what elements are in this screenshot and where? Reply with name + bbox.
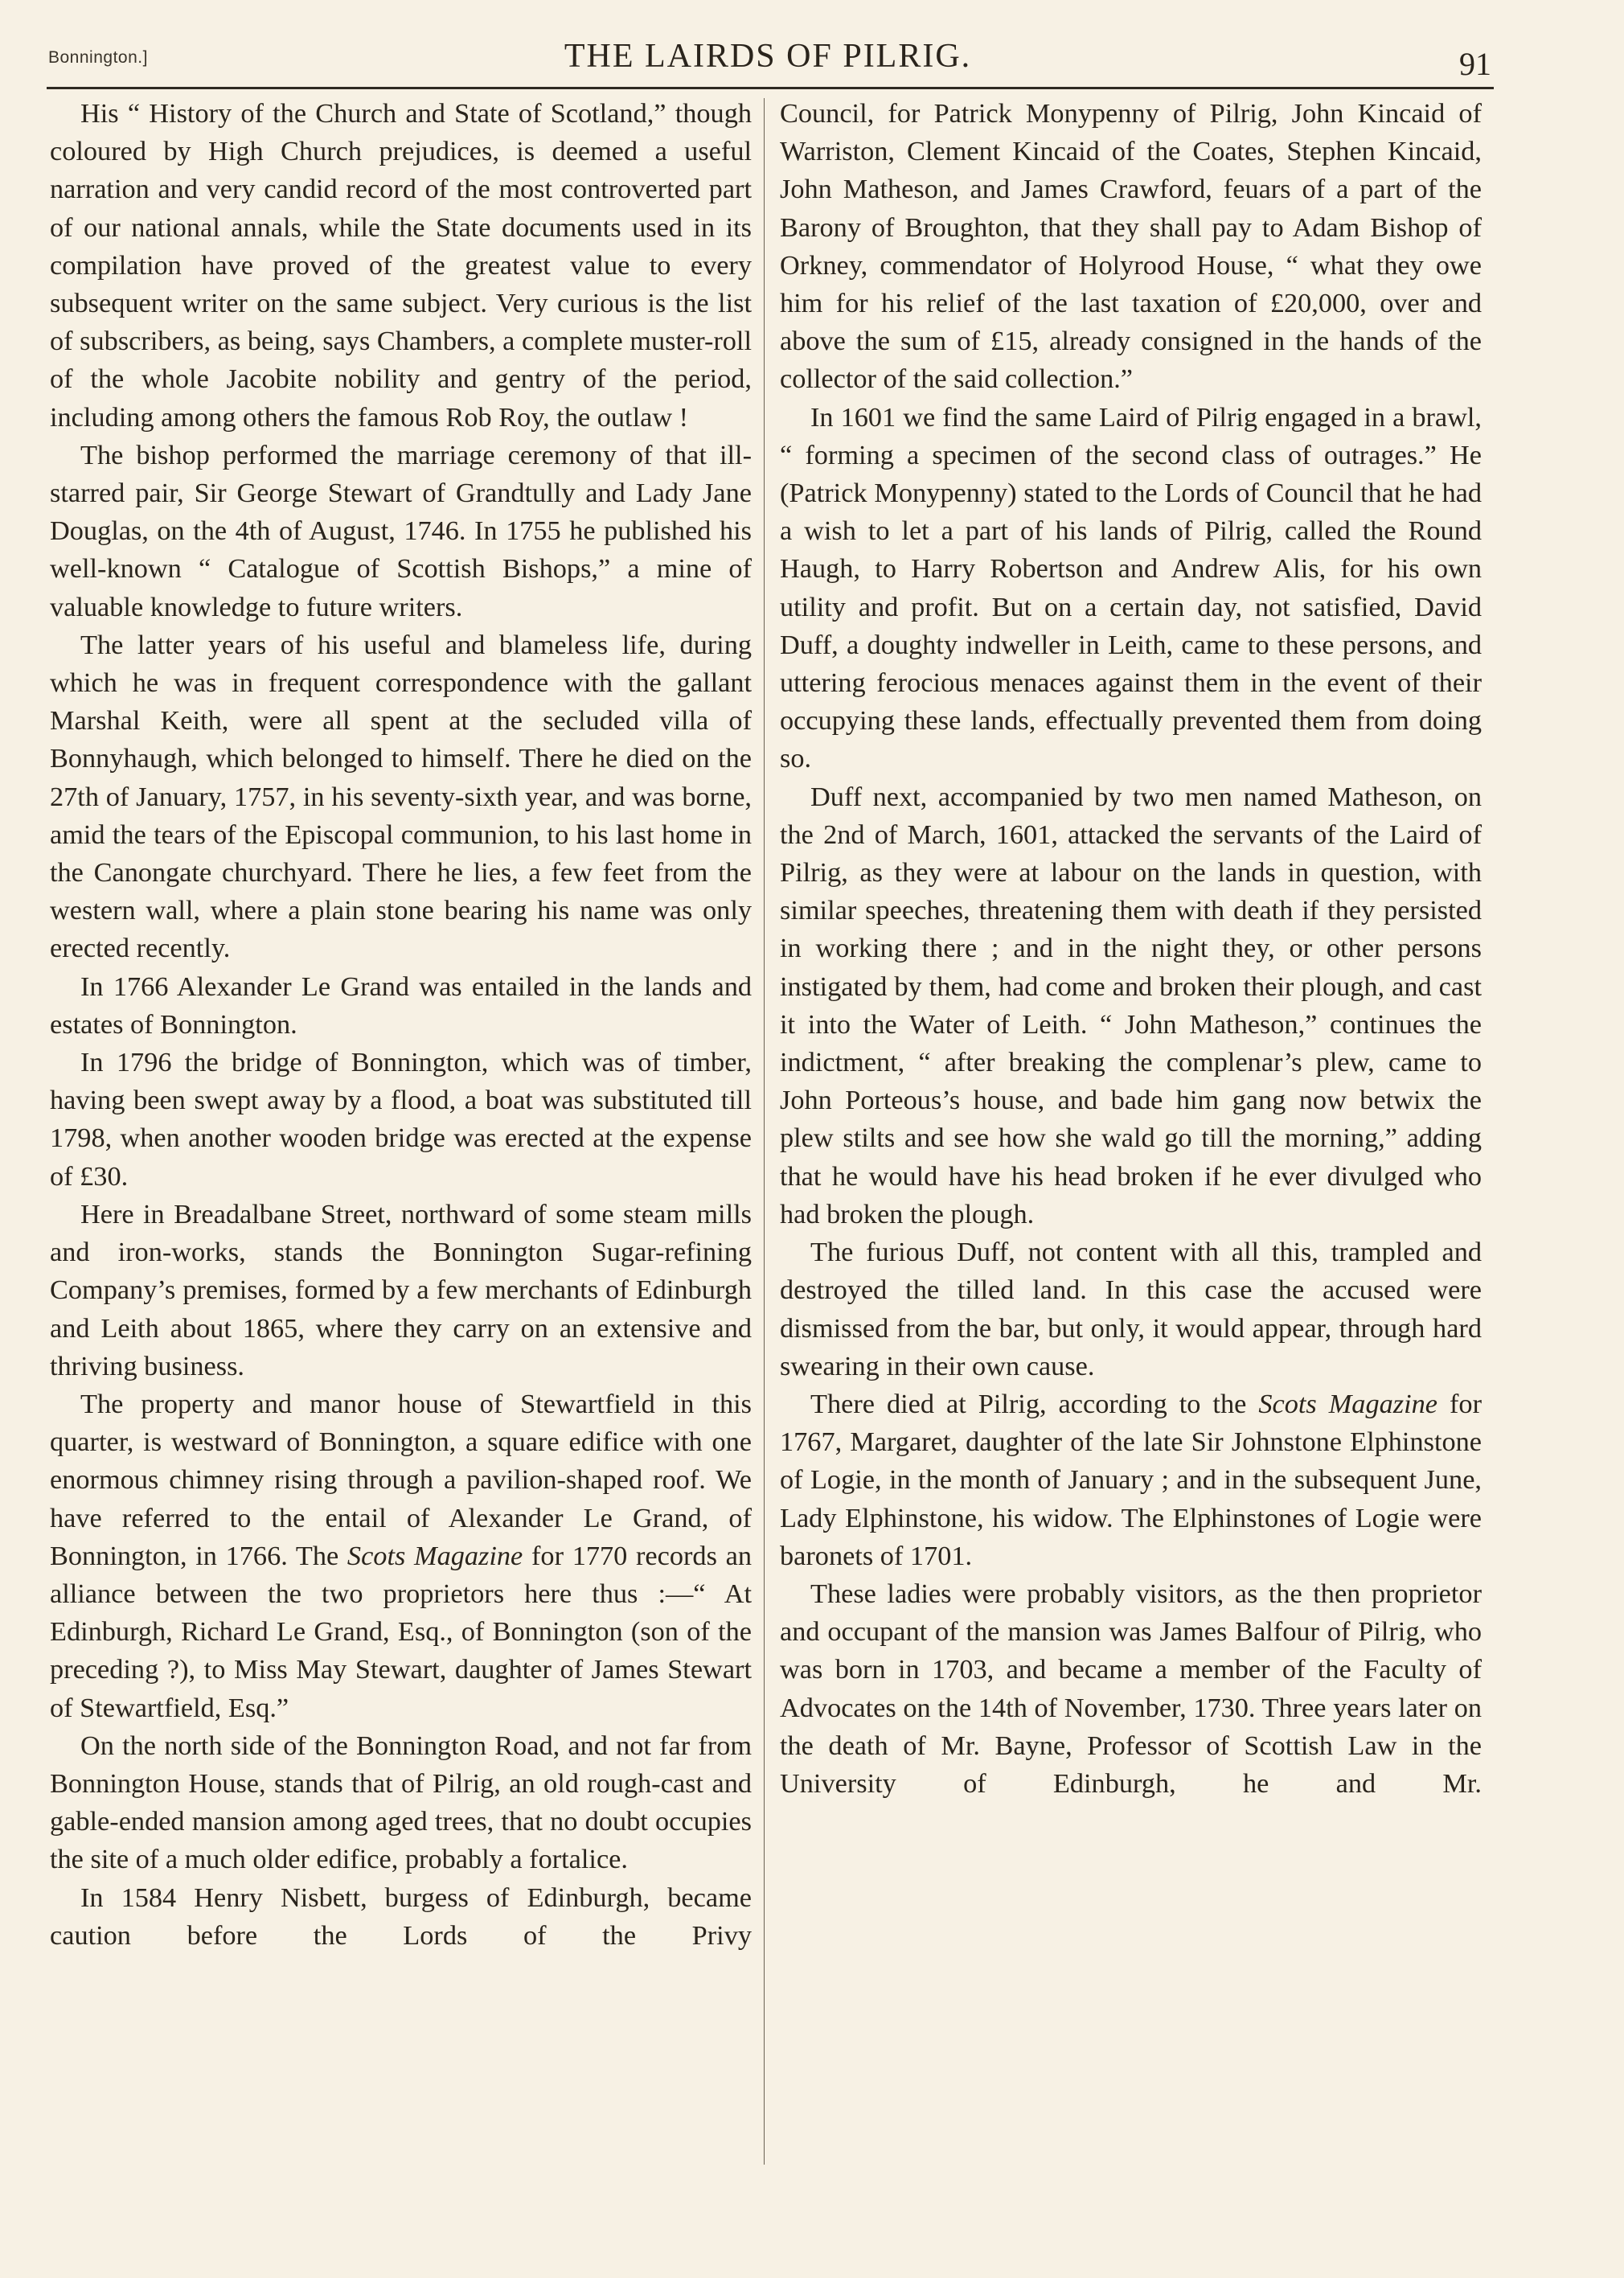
paragraph xyxy=(780,1385,1482,1575)
paragraph: The bishop performed the marriage ceremony of that ill-starred pair, Sir George Stewart of Grandtully and Lady Jane Douglas, on the 4th of August, 1746. In 1755 he published his well-known “ Catalogue of Scottish Bishops,” a mine of valuable knowledge to future writers. xyxy=(50,439,752,622)
italic-title: Scots Magazine xyxy=(347,1540,523,1571)
header-rule xyxy=(47,87,1494,89)
paragraph: Here in Breadalbane Street, northward of some steam mills and iron-works, stands the Bonnington Sugar-refining Company’s premises, formed by a few merchants of Edinburgh and Leith about 1865, where they carry on an extensive and thriving business. xyxy=(50,1198,752,1381)
paragraph: On the north side of the Bonnington Road, and not far from Bonnington House, stands that of Pilrig, an old rough-cast and gable-ended mansion among aged trees, that no doubt occupies the site of a much older edifice, probably a fortalice. xyxy=(50,1730,752,1875)
paragraph: In 1796 the bridge of Bonnington, which was of timber, having been swept away by a flood, a boat was substituted till 1798, when another wooden bridge was erected at the expense of £30. xyxy=(50,1047,752,1192)
column-divider xyxy=(764,98,765,2165)
page-number: 91 xyxy=(1459,46,1491,82)
paragraph: In 1766 Alexander Le Grand was entailed in the lands and estates of Bonnington. xyxy=(50,971,752,1040)
page-title: THE LAIRDS OF PILRIG. xyxy=(564,38,972,75)
paragraph: In 1584 Henry Nisbett, burgess of Edinburgh, became caution before the Lords of the Privy xyxy=(50,1882,752,1951)
paragraph: The latter years of his useful and blameless life, during which he was in frequent correspondence with the gallant Marshal Keith, were all spent at the secluded villa of Bonnyhaugh, which belonged to himself. There he died on the 27th of January, 1757, in his seventy-sixth year, and was borne, amid the tears of the Episcopal communion, to his last home in the Canongate churchyard. There he lies, a few feet from the western wall, where a plain stone bearing his name was only erected recently. xyxy=(50,629,752,964)
paragraph: Council, for Patrick Monypenny of Pilrig, John Kincaid of Warriston, Clement Kincaid of the Coates, Stephen Kincaid, John Matheson, and James Crawford, feuars of a part of the Barony of Broughton, that they shall pay to Adam Bishop of Orkney, commendator of Holyrood House, “ what they owe him for his relief of the last taxation of £20,000, over and above the sum of £15, already consigned in the hands of the collector of the said collection.” xyxy=(780,98,1482,395)
running-header xyxy=(48,34,1491,90)
text-run: There died at Pilrig, according to the xyxy=(810,1388,1259,1419)
text-run: for 1767, Margaret, daughter of the late Sir Johnstone Elphinstone of Logie, in the month of January ; and in the subsequent June, Lady Elphinstone, his widow. The Elphinstones of Logie were baronets of 1701. xyxy=(780,1388,1482,1571)
text-run: The property and manor house of Stewartfield in this quarter, is westward of Bonnington, a square edifice with one enormous chimney rising through a pavilion-shaped roof. We have referred to the entail of Alexander Le Grand, of Bonnington, in 1766. The xyxy=(50,1388,752,1571)
paragraph: His “ History of the Church and State of Scotland,” though coloured by High Church prejudices, is deemed a useful narration and very candid record of the most controverted part of our national annals, while the State documents used in its compilation have proved of the greatest value to every subsequent writer on the same subject. Very curious is the list of subscribers, as being, says Chambers, a complete muster-roll of the whole Jacobite nobility and gentry of the period, including among others the famous Rob Roy, the outlaw ! xyxy=(50,98,752,433)
paragraph: These ladies were probably visitors, as the then proprietor and occupant of the mansion was James Balfour of Pilrig, who was born in 1703, and became a member of the Faculty of Advocates on the 14th of November, 1730. Three years later on the death of Mr. Bayne, Professor of Scottish Law in the University of Edinburgh, he and Mr. xyxy=(780,1578,1482,1799)
text-run: for 1770 records an alliance between the two proprietors here thus :—“ At Edinburgh, Richard Le Grand, Esq., of Bonnington (son of the preceding ?), to Miss May Stewart, daughter of James Stewart of Stewartfield, Esq.” xyxy=(50,1540,753,1723)
paragraph xyxy=(50,1385,752,1727)
section-label: Bonnington.] xyxy=(48,48,148,67)
paragraph: The furious Duff, not content with all this, trampled and destroyed the tilled land. In this case the accused were dismissed from the bar, but only, it would appear, through hard swearing in their own cause. xyxy=(780,1237,1482,1381)
paragraph: Duff next, accompanied by two men named Matheson, on the 2nd of March, 1601, attacked the servants of the Laird of Pilrig, as they were at labour on the lands in question, with similar speeches, threatening them with death if they persisted in working there ; and in the night they, or other persons instigated by them, had come and broken their plough, and cast it into the Water of Leith. “ John Matheson,” continues the indictment, “ after breaking the complenar’s plew, came to John Porteous’s house, and bade him gang now betwix the plew stilts and see how she wald go till the morning,” adding that he would have his head broken if he ever divulged who had broken the plough. xyxy=(780,781,1482,1229)
right-column xyxy=(780,95,1482,1803)
paragraph: In 1601 we find the same Laird of Pilrig engaged in a brawl, “ forming a specimen of the second class of outrages.” He (Patrick Monypenny) stated to the Lords of Council that he had a wish to let a part of his lands of Pilrig, called the Round Haugh, to Harry Robertson and Andrew Alis, for his own utility and profit. But on a certain day, not satisfied, David Duff, a doughty indweller in Leith, came to these persons, and uttering ferocious menaces against them in the event of their occupying these lands, effectually prevented them from doing so. xyxy=(780,401,1482,774)
left-column xyxy=(50,95,752,1955)
italic-title: Scots Magazine xyxy=(1258,1388,1437,1419)
